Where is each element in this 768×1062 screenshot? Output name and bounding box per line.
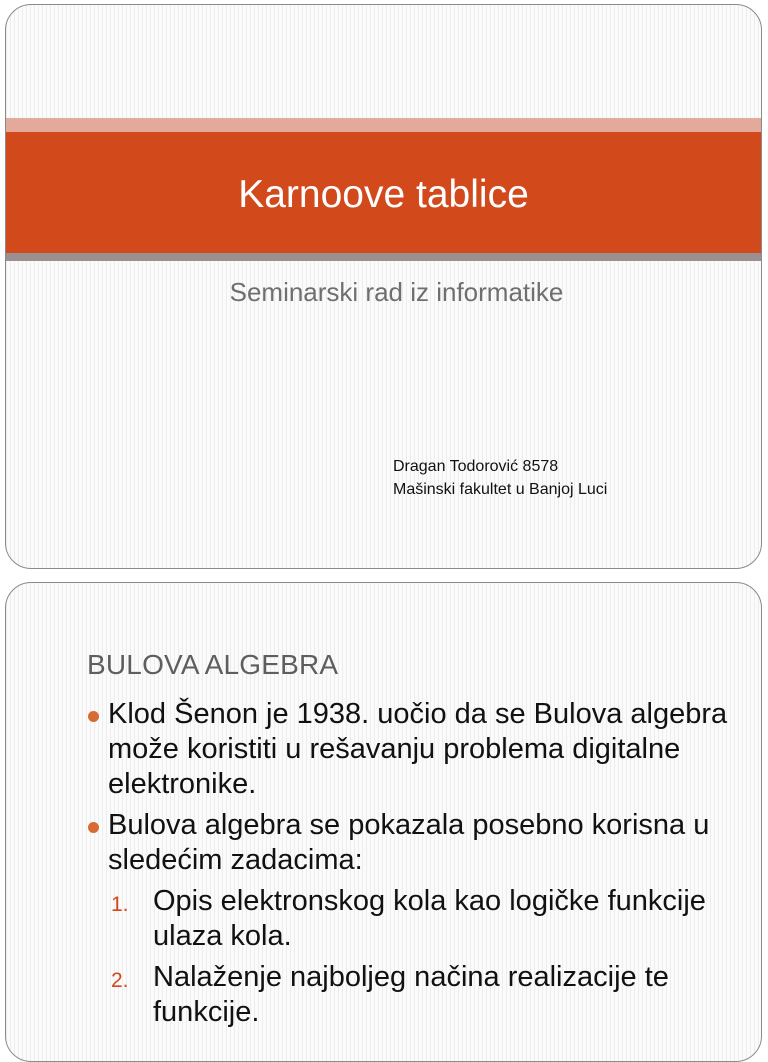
title-band xyxy=(6,132,761,253)
bullet-item xyxy=(86,697,746,802)
author-name: Dragan Todorović 8578 xyxy=(393,458,559,475)
item-text: Opis elektronskog kola kao logičke funkcije ulaza kola. xyxy=(153,885,706,952)
slide-heading: BULOVA ALGEBRA xyxy=(87,649,339,680)
item-number: 1. xyxy=(111,893,129,916)
bullet-text: Klod Šenon je 1938. uočio da se Bulova algebra može koristiti u rešavanju problema digitalne elektronike. xyxy=(108,698,728,800)
bullet-item xyxy=(86,808,746,878)
numbered-item xyxy=(108,960,746,1030)
bullet-text: Bulova algebra se pokazala posebno korisna u sledećim zadacima: xyxy=(108,809,710,876)
title-slide xyxy=(5,4,762,569)
bullet-list xyxy=(86,697,746,1036)
bullet-dot-icon xyxy=(88,711,99,722)
slide-subtitle: Seminarski rad iz informatike xyxy=(229,277,564,307)
author-info xyxy=(393,455,607,501)
slide-title: Karnoove tablice xyxy=(238,172,529,216)
item-text: Nalaženje najboljeg načina realizacije te funkcije. xyxy=(153,961,669,1028)
numbered-item xyxy=(108,884,746,954)
item-number: 2. xyxy=(111,969,129,992)
title-band-bottom xyxy=(6,253,761,261)
bullet-dot-icon xyxy=(88,822,99,833)
author-faculty: Mašinski fakultet u Banjoj Luci xyxy=(393,481,608,498)
numbered-list xyxy=(108,884,746,1030)
content-slide xyxy=(5,582,762,1062)
title-band-top xyxy=(6,118,761,132)
